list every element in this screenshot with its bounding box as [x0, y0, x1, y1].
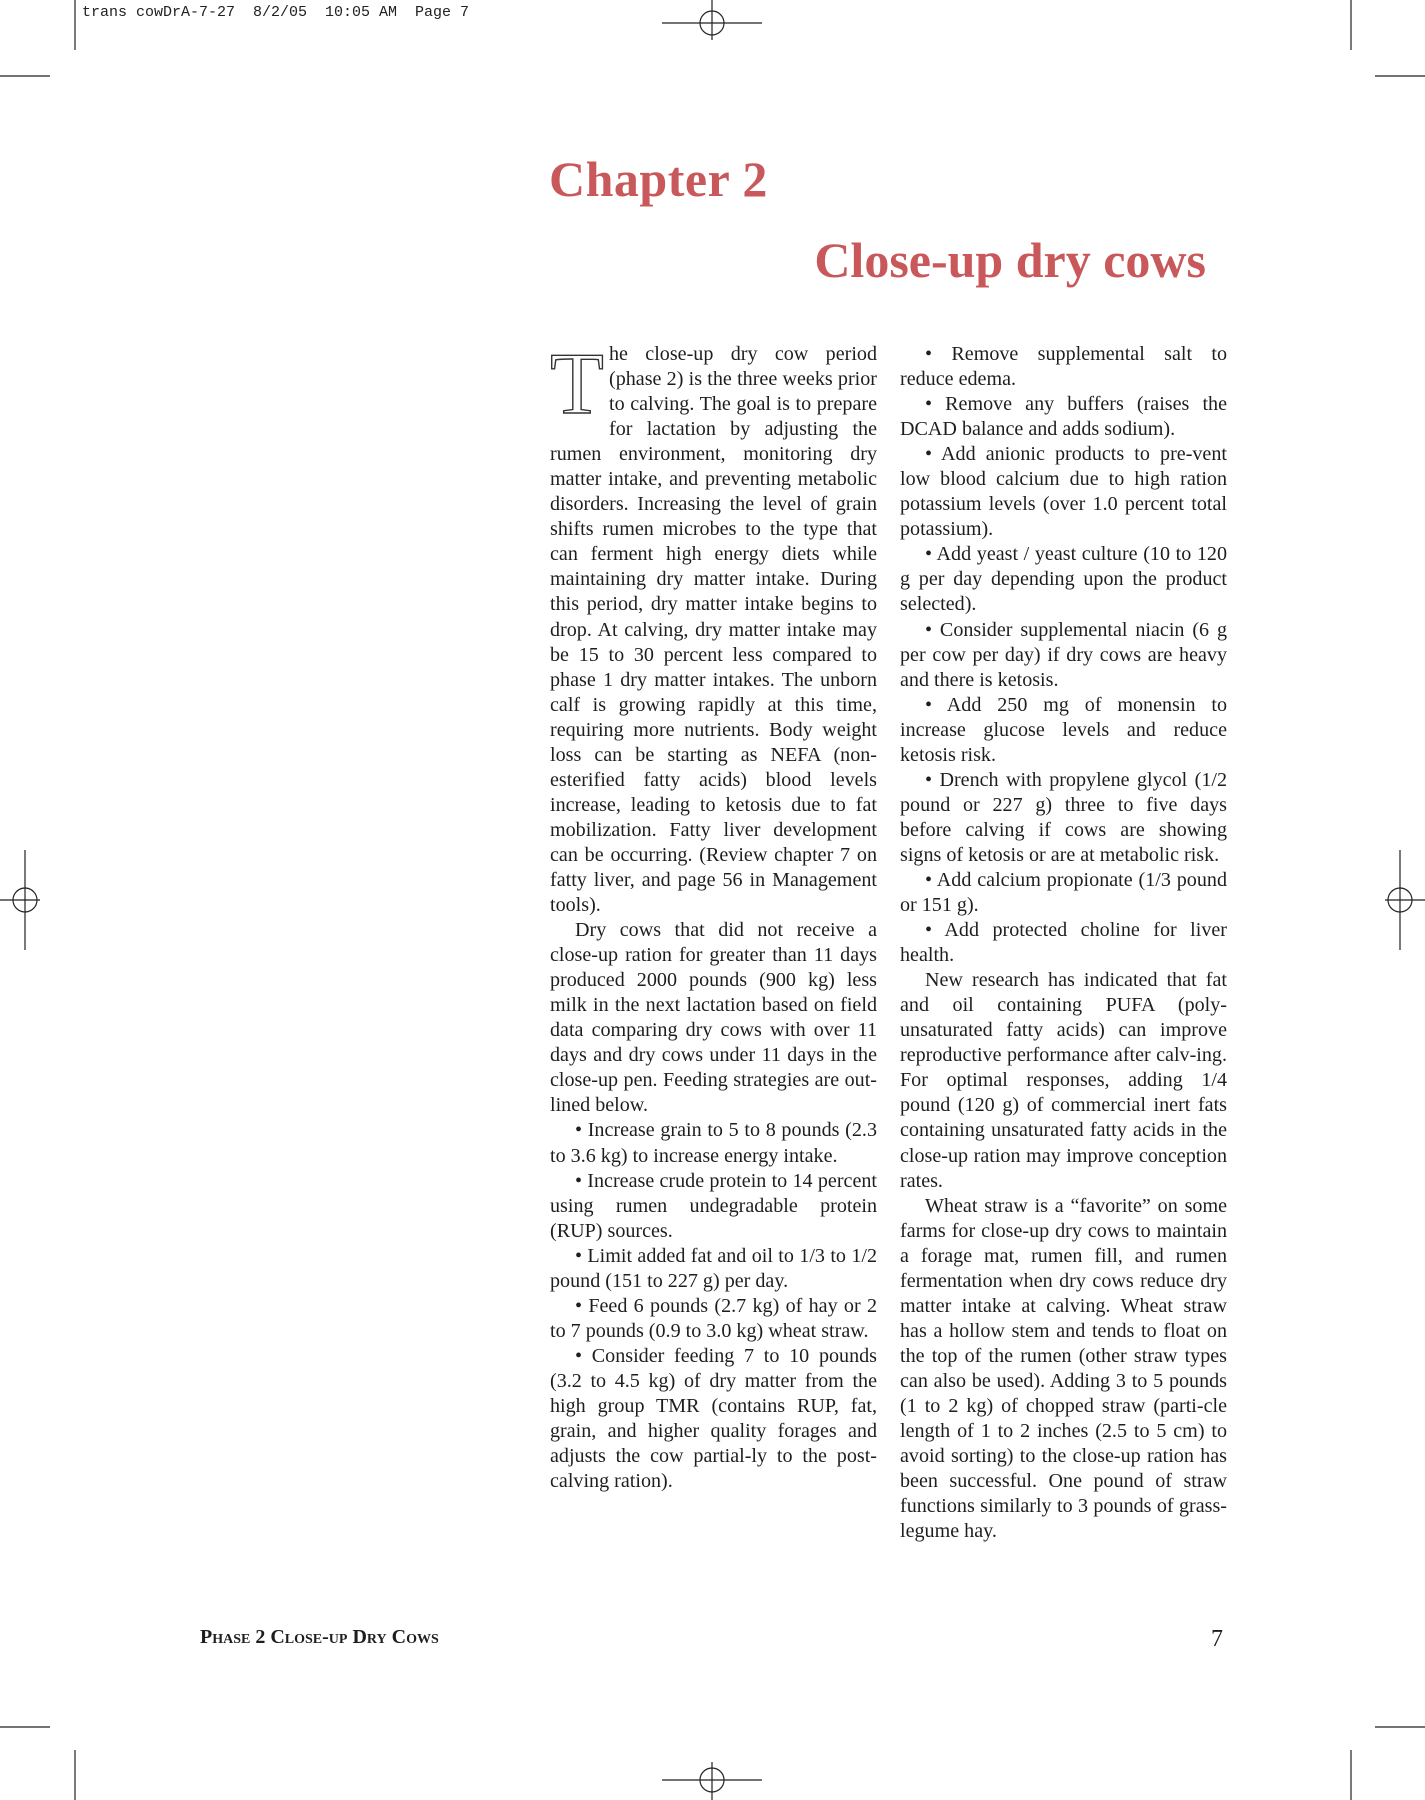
intro-paragraph-text: he close-up dry cow period (phase 2) is the three weeks prior to calving. The goal is to prepare for lactation by adjusting the rumen environment, monitoring dry matter intake, and preventing metabolic disorders. Increasing the level of grain shifts rumen microbes to the type that can ferment high energy diets while maintaining dry matter intake. During this period, dry matter intake begins to drop. At calving, dry matter intake may be 15 to 30 percent less compared to phase 1 dry matter intakes. The unborn calf is growing rapidly at this time, requiring more nutrients. Body weight loss can be starting as NEFA (non-esterified fatty acids) blood levels increase, leading to ketosis due to fat mobilization. Fatty liver development can be occurring. (Review chapter 7 on fatty liver, and page 56 in Management tools).: [550, 343, 877, 917]
bullet-item: • Remove any buffers (raises the DCAD balance and adds sodium).: [900, 393, 1227, 441]
print-slug-line: trans cowDrA-7-27 8/2/05 10:05 AM Page 7: [82, 4, 470, 21]
bullet-item: • Consider feeding 7 to 10 pounds (3.2 to 4.5 kg) of dry matter from the high group TMR (contains RUP, fat, grain, and higher quality forages and adjusts the cow partial-ly to the post-calving ration).: [550, 1344, 877, 1493]
bullet-item: • Add calcium propionate (1/3 pound or 151 g).: [900, 868, 1227, 917]
bullet-item: • Consider supplemental niacin (6 g per cow per day) if dry cows are heavy and there is ketosis.: [900, 618, 1227, 691]
bullet-item: • Remove supplemental salt to reduce edema.: [900, 343, 1227, 391]
running-footer: Phase 2 Close-up Dry Cows: [200, 1626, 439, 1648]
bullet-item: • Limit added fat and oil to 1/3 to 1/2 pound (151 to 227 g) per day.: [550, 1244, 877, 1292]
bullet-item: • Increase crude protein to 14 percent using rumen undegradable protein (RUP) sources.: [550, 1169, 877, 1242]
page-number: 7: [1211, 1626, 1223, 1652]
body-paragraph: Dry cows that did not receive a close-up ration for greater than 11 days produced 2000 pounds (900 kg) less milk in the next lactation based on field data comparing dry cows with over 11 days and dry cows under 11 days in the close-up pen. Feeding strategies are out-lined below.: [550, 919, 877, 1117]
bullet-item: • Add yeast / yeast culture (10 to 120 g per day depending upon the product selected).: [900, 543, 1227, 616]
right-text-column: [900, 342, 1227, 1544]
body-paragraph: Wheat straw is a “favorite” on some farms for close-up dry cows to maintain a forage mat, rumen fill, and rumen fermentation when dry cows reduce dry matter intake at calving. Wheat straw has a hollow stem and tends to float on the top of the rumen (other straw types can also be used). Adding 3 to 5 pounds (1 to 2 kg) of chopped straw (parti-cle length of 1 to 2 inches (2.5 to 5 cm) to avoid sorting) to the close-up ration has been successful. One pound of straw functions similarly to 3 pounds of grass-legume hay.: [900, 1194, 1227, 1543]
bullet-item: • Drench with propylene glycol (1/2 pound or 227 g) three to five days before calving if cows are showing signs of ketosis or are at metabolic risk.: [900, 768, 1227, 866]
left-text-column: [550, 342, 877, 1494]
drop-cap-letter: [550, 347, 605, 419]
bullet-item: • Add anionic products to pre-vent low blood calcium due to high ration potassium levels (over 1.0 percent total potassium).: [900, 443, 1227, 541]
bullet-item: • Add protected choline for liver health.: [900, 919, 1227, 967]
body-paragraph: New research has indicated that fat and oil containing PUFA (poly-unsaturated fatty acids) can improve reproductive performance after calv-ing. For optimal responses, adding 1/4 pound (120 g) of commercial inert fats containing unsaturated fatty acids in the close-up ration may improve conception rates.: [900, 969, 1227, 1192]
bullet-item: • Add 250 mg of monensin to increase glucose levels and reduce ketosis risk.: [900, 693, 1227, 766]
intro-paragraph: [550, 342, 877, 918]
bullet-item: • Increase grain to 5 to 8 pounds (2.3 to 3.6 kg) to increase energy intake.: [550, 1119, 877, 1167]
chapter-label: Chapter 2: [549, 151, 768, 207]
bullet-item: • Feed 6 pounds (2.7 kg) of hay or 2 to 7 pounds (0.9 to 3.0 kg) wheat straw.: [550, 1294, 877, 1342]
chapter-title: Close-up dry cows: [814, 232, 1206, 288]
svg-text:T: T: [550, 347, 604, 419]
